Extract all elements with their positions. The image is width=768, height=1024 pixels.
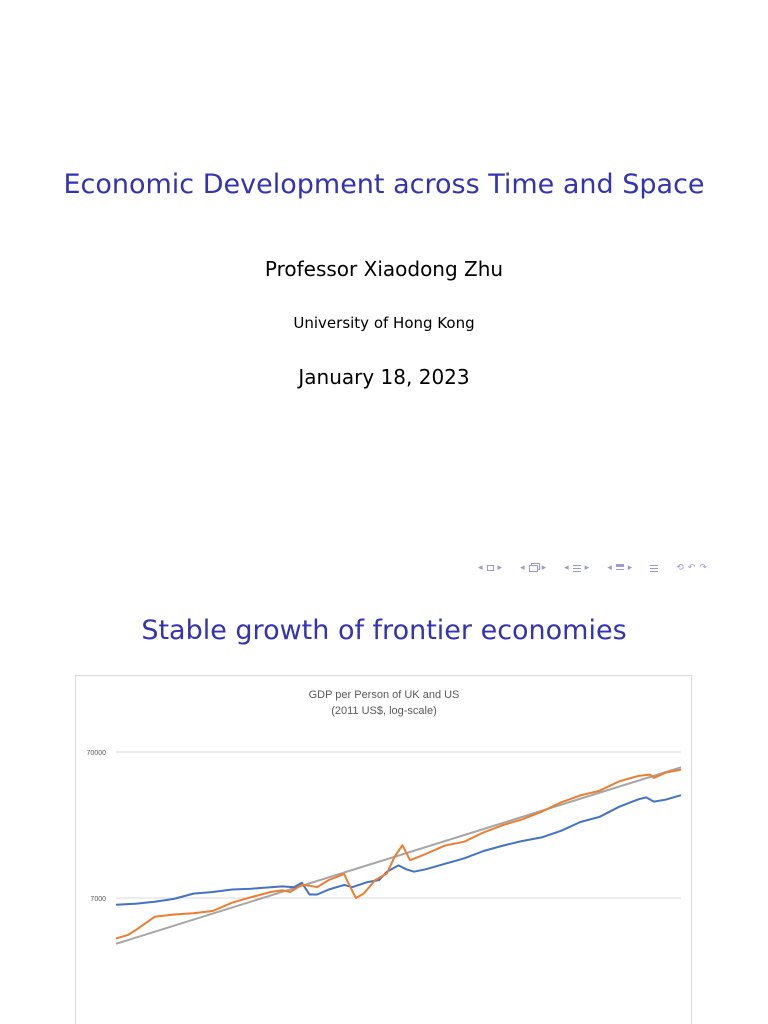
subsection-nav[interactable] <box>518 563 548 573</box>
affiliation: University of Hong Kong <box>293 314 475 332</box>
nav-prev-icon[interactable]: ◂ <box>607 563 612 573</box>
chart-title: GDP per Person of UK and US <box>308 689 460 701</box>
redo-icon[interactable]: ↷ <box>699 563 707 573</box>
nav-next-icon[interactable]: ▸ <box>497 563 503 573</box>
toc-icon[interactable] <box>616 564 624 572</box>
y-tick-label: 7000 <box>90 896 106 903</box>
section-icon[interactable] <box>573 565 581 572</box>
chart-svg <box>76 676 693 1024</box>
series-line-trend <box>116 767 681 944</box>
gdp-chart <box>75 675 692 1024</box>
search-nav[interactable] <box>674 563 709 573</box>
search-icon[interactable]: ⟲ <box>676 563 684 573</box>
frame-nav[interactable] <box>476 563 504 573</box>
nav-next-icon[interactable]: ▸ <box>627 563 633 573</box>
gridlines <box>87 750 681 903</box>
presentation-date: January 18, 2023 <box>298 365 470 389</box>
chart-subtitle: (2011 US$, log-scale) <box>331 705 437 717</box>
presentation-title: Economic Development across Time and Space <box>63 169 705 200</box>
slide-title: Stable growth of frontier economies <box>141 615 627 646</box>
series-lines <box>116 767 681 944</box>
nav-next-icon[interactable]: ▸ <box>584 563 590 573</box>
presentation-nav[interactable] <box>648 565 660 572</box>
frame-icon[interactable] <box>487 565 494 571</box>
subsection-icon[interactable] <box>529 565 538 572</box>
nav-prev-icon[interactable]: ◂ <box>520 563 525 573</box>
content-slide <box>0 585 768 1024</box>
toc-nav[interactable] <box>605 563 634 573</box>
beamer-navigation-bar <box>476 560 709 576</box>
nav-prev-icon[interactable]: ◂ <box>478 563 483 573</box>
presentation-icon[interactable] <box>650 565 658 572</box>
series-line-us <box>116 770 681 939</box>
nav-next-icon[interactable]: ▸ <box>541 563 547 573</box>
undo-icon[interactable]: ↶ <box>687 563 696 573</box>
y-tick-label: 70000 <box>86 750 106 757</box>
nav-prev-icon[interactable]: ◂ <box>564 563 569 573</box>
author-name: Professor Xiaodong Zhu <box>264 257 504 281</box>
section-nav[interactable] <box>562 563 591 573</box>
